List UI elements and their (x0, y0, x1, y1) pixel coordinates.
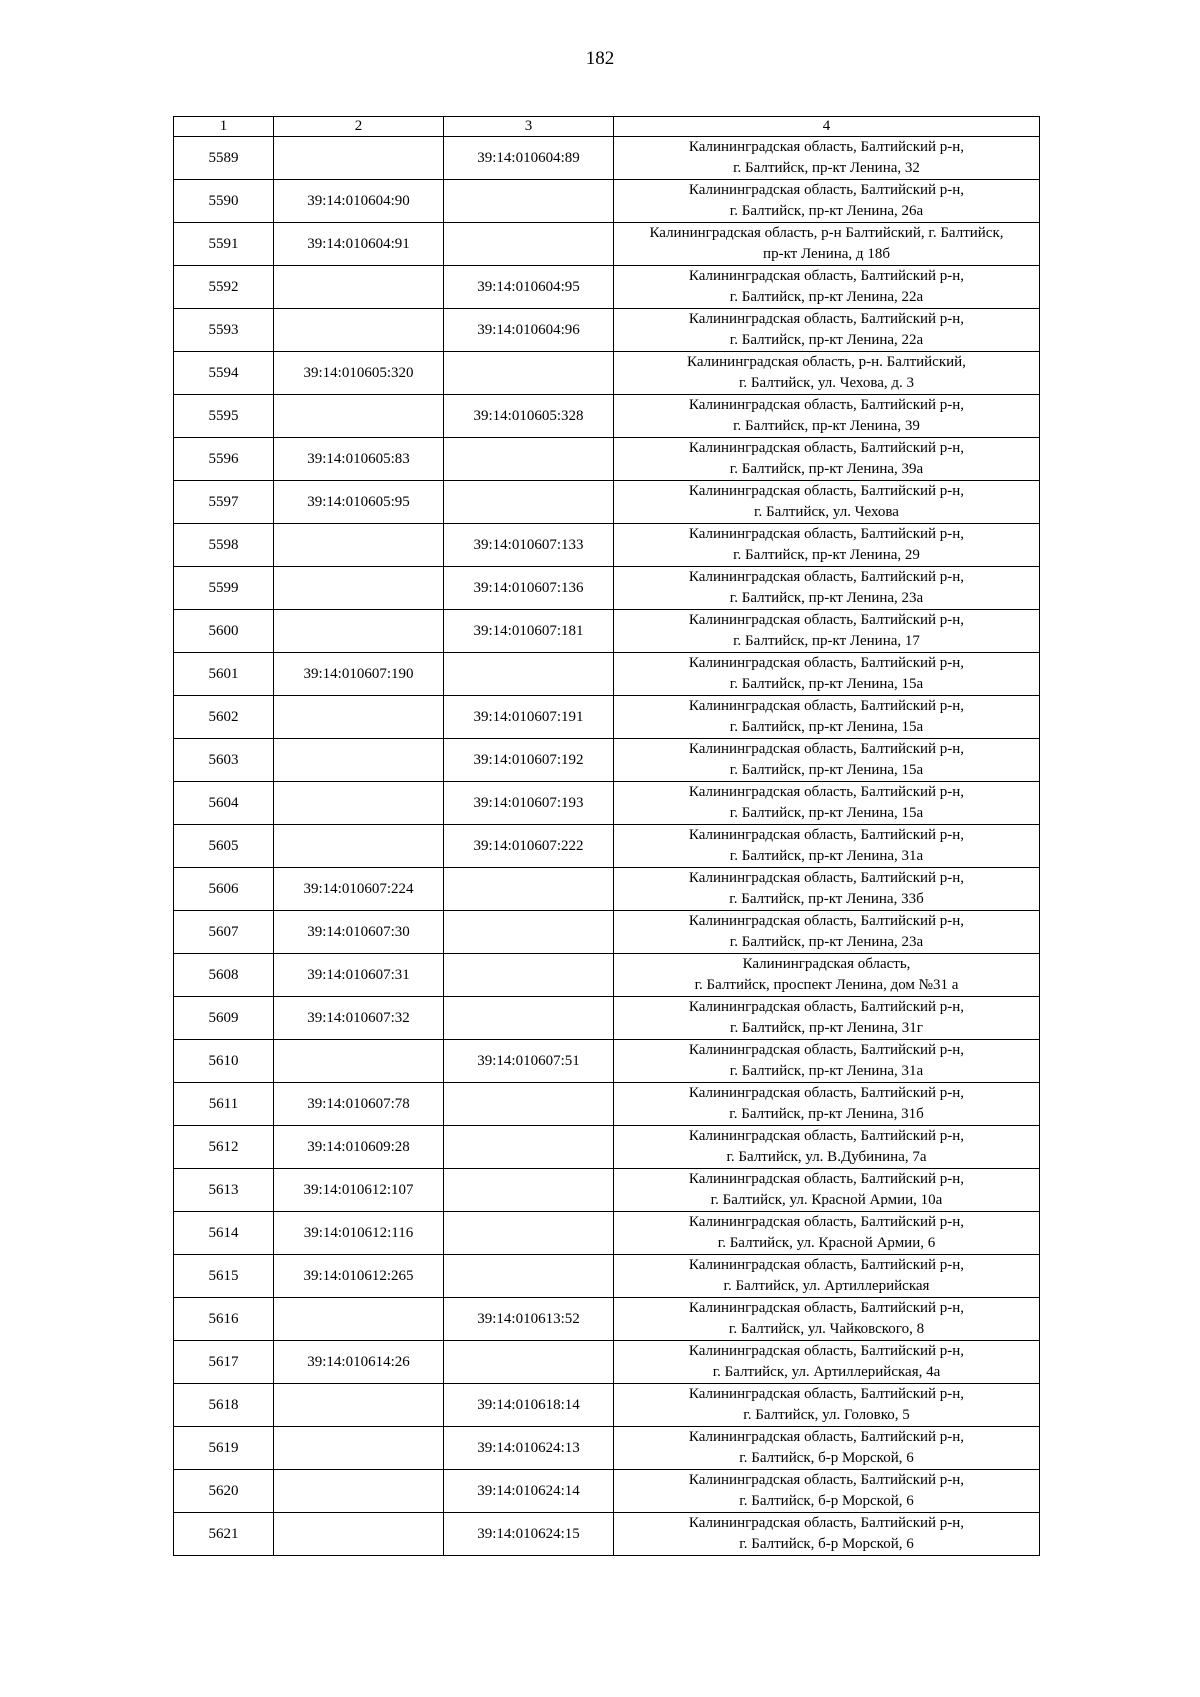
row-number-cell: 5618 (174, 1384, 274, 1427)
address-line-1: Калининградская область, Балтийский р-н, (688, 440, 965, 456)
table-row (174, 524, 1040, 567)
address-cell (614, 1298, 1040, 1341)
cadastral-number-col3-cell (444, 180, 614, 223)
address-cell (614, 1384, 1040, 1427)
cadastral-number-col3-cell: 39:14:010613:52 (444, 1298, 614, 1341)
row-number-cell: 5601 (174, 653, 274, 696)
address-line-2: г. Балтийск, пр-кт Ленина, 29 (733, 547, 920, 563)
address-line-2: г. Балтийск, пр-кт Ленина, 31б (729, 1106, 924, 1122)
address-line-2: г. Балтийск, ул. Красной Армии, 10а (710, 1192, 943, 1208)
address-line-2: г. Балтийск, пр-кт Ленина, 15а (729, 676, 924, 692)
address-cell (614, 782, 1040, 825)
address-cell (614, 825, 1040, 868)
address-line-1: Калининградская область, Балтийский р-н, (688, 268, 965, 284)
cadastral-number-col3-cell (444, 868, 614, 911)
address-line-1: Калининградская область, Балтийский р-н, (688, 1343, 965, 1359)
cadastral-number-col3-cell: 39:14:010604:95 (444, 266, 614, 309)
table-row (174, 911, 1040, 954)
cadastral-number-col3-cell (444, 223, 614, 266)
table-row (174, 653, 1040, 696)
cadastral-number-col2-cell: 39:14:010612:116 (274, 1212, 444, 1255)
address-cell (614, 180, 1040, 223)
address-cell (614, 1427, 1040, 1470)
address-line-1: Калининградская область, Балтийский р-н, (688, 1386, 965, 1402)
address-cell (614, 1513, 1040, 1556)
address-line-2: г. Балтийск, ул. Артиллерийская (723, 1278, 930, 1294)
table-row (174, 1255, 1040, 1298)
address-line-2: г. Балтийск, ул. Красной Армии, 6 (717, 1235, 936, 1251)
row-number-cell: 5619 (174, 1427, 274, 1470)
cadastral-number-col3-cell: 39:14:010607:192 (444, 739, 614, 782)
table-row (174, 1212, 1040, 1255)
row-number-cell: 5602 (174, 696, 274, 739)
address-line-1: Калининградская область, Балтийский р-н, (688, 182, 965, 198)
address-cell (614, 309, 1040, 352)
address-line-1: Калининградская область, р-н Балтийский, г. Балтийск, (649, 225, 1004, 241)
address-line-2: г. Балтийск, ул. В.Дубинина, 7а (726, 1149, 927, 1165)
address-line-2: г. Балтийск, пр-кт Ленина, 15а (729, 719, 924, 735)
address-line-1: Калининградская область, (742, 956, 911, 972)
row-number-cell: 5609 (174, 997, 274, 1040)
table-row (174, 352, 1040, 395)
address-line-2: г. Балтийск, ул. Чехова, д. 3 (738, 375, 915, 391)
cadastral-number-col2-cell: 39:14:010604:91 (274, 223, 444, 266)
table-row (174, 180, 1040, 223)
table-row (174, 610, 1040, 653)
address-line-1: Калининградская область, Балтийский р-н, (688, 1214, 965, 1230)
row-number-cell: 5596 (174, 438, 274, 481)
address-line-1: Калининградская область, Балтийский р-н, (688, 1257, 965, 1273)
address-line-2: пр-кт Ленина, д 18б (763, 246, 890, 262)
address-line-1: Калининградская область, Балтийский р-н, (688, 397, 965, 413)
table-row (174, 739, 1040, 782)
table-body (174, 137, 1040, 1556)
cadastral-number-col2-cell (274, 610, 444, 653)
cadastral-number-col2-cell: 39:14:010607:32 (274, 997, 444, 1040)
row-number-cell: 5592 (174, 266, 274, 309)
row-number-cell: 5599 (174, 567, 274, 610)
address-cell (614, 1341, 1040, 1384)
address-line-2: г. Балтийск, ул. Головко, 5 (743, 1407, 910, 1423)
address-line-1: Калининградская область, Балтийский р-н, (688, 1128, 965, 1144)
address-line-2: г. Балтийск, пр-кт Ленина, 23а (729, 934, 924, 950)
address-cell (614, 1212, 1040, 1255)
address-cell (614, 438, 1040, 481)
table-row (174, 997, 1040, 1040)
table-row (174, 1513, 1040, 1556)
address-cell (614, 1126, 1040, 1169)
address-line-1: Калининградская область, Балтийский р-н, (688, 784, 965, 800)
cadastral-number-col3-cell: 39:14:010607:181 (444, 610, 614, 653)
row-number-cell: 5589 (174, 137, 274, 180)
table-header-row (174, 117, 1040, 137)
address-cell (614, 739, 1040, 782)
address-cell (614, 567, 1040, 610)
cadastral-number-col3-cell (444, 438, 614, 481)
cadastral-number-col3-cell: 39:14:010604:89 (444, 137, 614, 180)
cadastral-number-col2-cell (274, 1513, 444, 1556)
address-cell (614, 954, 1040, 997)
table-row (174, 266, 1040, 309)
cadastral-number-col3-cell: 39:14:010607:51 (444, 1040, 614, 1083)
cadastral-number-col2-cell (274, 524, 444, 567)
table-row (174, 1083, 1040, 1126)
table-row (174, 1341, 1040, 1384)
cadastral-number-col2-cell: 39:14:010614:26 (274, 1341, 444, 1384)
row-number-cell: 5615 (174, 1255, 274, 1298)
table-row (174, 825, 1040, 868)
row-number-cell: 5591 (174, 223, 274, 266)
cadastral-number-col2-cell: 39:14:010607:31 (274, 954, 444, 997)
row-number-cell: 5617 (174, 1341, 274, 1384)
row-number-cell: 5610 (174, 1040, 274, 1083)
cadastral-number-col3-cell: 39:14:010607:191 (444, 696, 614, 739)
cadastral-number-col2-cell (274, 1427, 444, 1470)
table-row (174, 438, 1040, 481)
cadastral-number-col2-cell (274, 395, 444, 438)
cadastral-number-col3-cell: 39:14:010607:133 (444, 524, 614, 567)
address-line-1: Калининградская область, Балтийский р-н, (688, 741, 965, 757)
address-cell (614, 352, 1040, 395)
cadastral-number-col2-cell (274, 696, 444, 739)
row-number-cell: 5607 (174, 911, 274, 954)
address-line-1: Калининградская область, Балтийский р-н, (688, 913, 965, 929)
cadastral-number-col3-cell (444, 1169, 614, 1212)
cadastral-number-col2-cell (274, 567, 444, 610)
address-line-1: Калининградская область, Балтийский р-н, (688, 1171, 965, 1187)
address-line-2: г. Балтийск, пр-кт Ленина, 15а (729, 805, 924, 821)
address-cell (614, 653, 1040, 696)
row-number-cell: 5620 (174, 1470, 274, 1513)
address-line-2: г. Балтийск, ул. Чайковского, 8 (728, 1321, 925, 1337)
address-line-1: Калининградская область, Балтийский р-н, (688, 655, 965, 671)
address-line-2: г. Балтийск, пр-кт Ленина, 31г (730, 1020, 923, 1036)
cadastral-number-col2-cell (274, 782, 444, 825)
address-line-2: г. Балтийск, проспект Ленина, дом №31 а (694, 977, 959, 993)
address-cell (614, 137, 1040, 180)
cadastral-number-col2-cell: 39:14:010605:95 (274, 481, 444, 524)
address-cell (614, 266, 1040, 309)
row-number-cell: 5594 (174, 352, 274, 395)
table-row (174, 782, 1040, 825)
cadastral-number-col3-cell (444, 1212, 614, 1255)
address-cell (614, 1083, 1040, 1126)
address-line-1: Калининградская область, Балтийский р-н, (688, 1085, 965, 1101)
row-number-cell: 5606 (174, 868, 274, 911)
cadastral-number-col2-cell (274, 825, 444, 868)
cadastral-number-col3-cell: 39:14:010605:328 (444, 395, 614, 438)
column-header-1: 1 (174, 117, 274, 137)
address-line-1: Калининградская область, Балтийский р-н, (688, 827, 965, 843)
cadastral-number-col3-cell (444, 1255, 614, 1298)
row-number-cell: 5603 (174, 739, 274, 782)
address-line-1: Калининградская область, Балтийский р-н, (688, 999, 965, 1015)
cadastral-number-col3-cell (444, 997, 614, 1040)
address-line-1: Калининградская область, Балтийский р-н, (688, 698, 965, 714)
address-cell (614, 1040, 1040, 1083)
row-number-cell: 5612 (174, 1126, 274, 1169)
cadastral-number-col2-cell: 39:14:010604:90 (274, 180, 444, 223)
cadastral-number-col3-cell (444, 653, 614, 696)
table-row (174, 309, 1040, 352)
cadastral-number-col2-cell: 39:14:010607:190 (274, 653, 444, 696)
address-line-1: Калининградская область, Балтийский р-н, (688, 1300, 965, 1316)
address-cell (614, 610, 1040, 653)
column-header-2: 2 (274, 117, 444, 137)
address-line-1: Калининградская область, Балтийский р-н, (688, 483, 965, 499)
row-number-cell: 5621 (174, 1513, 274, 1556)
cadastral-number-col3-cell: 39:14:010607:193 (444, 782, 614, 825)
address-line-1: Калининградская область, р-н. Балтийский, (687, 354, 966, 370)
cadastral-number-col2-cell: 39:14:010605:320 (274, 352, 444, 395)
table-row (174, 137, 1040, 180)
row-number-cell: 5597 (174, 481, 274, 524)
cadastral-number-col3-cell (444, 1341, 614, 1384)
row-number-cell: 5590 (174, 180, 274, 223)
cadastral-number-col2-cell (274, 309, 444, 352)
cadastral-number-col2-cell (274, 739, 444, 782)
cadastral-number-col2-cell: 39:14:010607:78 (274, 1083, 444, 1126)
address-line-1: Калининградская область, Балтийский р-н, (688, 1515, 965, 1531)
address-line-2: г. Балтийск, пр-кт Ленина, 23а (729, 590, 924, 606)
cadastral-number-col3-cell: 39:14:010618:14 (444, 1384, 614, 1427)
address-line-2: г. Балтийск, пр-кт Ленина, 31а (729, 848, 924, 864)
column-header-3: 3 (444, 117, 614, 137)
row-number-cell: 5608 (174, 954, 274, 997)
address-line-2: г. Балтийск, ул. Чехова (754, 504, 899, 520)
address-line-2: г. Балтийск, пр-кт Ленина, 15а (729, 762, 924, 778)
row-number-cell: 5614 (174, 1212, 274, 1255)
row-number-cell: 5605 (174, 825, 274, 868)
address-line-1: Калининградская область, Балтийский р-н, (688, 870, 965, 886)
address-cell (614, 1470, 1040, 1513)
table-row (174, 1427, 1040, 1470)
cadastral-number-col2-cell: 39:14:010612:107 (274, 1169, 444, 1212)
address-line-1: Калининградская область, Балтийский р-н, (688, 311, 965, 327)
cadastral-number-col3-cell (444, 911, 614, 954)
table-row (174, 868, 1040, 911)
address-cell (614, 223, 1040, 266)
cadastral-number-col2-cell (274, 1384, 444, 1427)
address-line-2: г. Балтийск, б-р Морской, 6 (739, 1493, 914, 1509)
row-number-cell: 5611 (174, 1083, 274, 1126)
table-row (174, 1298, 1040, 1341)
address-line-1: Калининградская область, Балтийский р-н, (688, 1472, 965, 1488)
address-line-2: г. Балтийск, пр-кт Ленина, 22а (729, 289, 924, 305)
table-row (174, 1470, 1040, 1513)
table-row (174, 567, 1040, 610)
cadastral-number-col2-cell (274, 1040, 444, 1083)
address-cell (614, 481, 1040, 524)
table-row (174, 1169, 1040, 1212)
cadastral-number-col3-cell (444, 481, 614, 524)
address-cell (614, 1255, 1040, 1298)
cadastral-number-col3-cell (444, 352, 614, 395)
address-cell (614, 524, 1040, 567)
cadastral-number-col2-cell: 39:14:010607:30 (274, 911, 444, 954)
cadastral-number-col3-cell: 39:14:010607:222 (444, 825, 614, 868)
address-cell (614, 997, 1040, 1040)
address-line-2: г. Балтийск, пр-кт Ленина, 22а (729, 332, 924, 348)
address-line-2: г. Балтийск, пр-кт Ленина, 17 (733, 633, 920, 649)
cadastral-number-col2-cell (274, 137, 444, 180)
cadastral-number-col2-cell (274, 1470, 444, 1513)
address-line-1: Калининградская область, Балтийский р-н, (688, 1429, 965, 1445)
address-cell (614, 696, 1040, 739)
address-cell (614, 395, 1040, 438)
address-line-1: Калининградская область, Балтийский р-н, (688, 1042, 965, 1058)
address-line-2: г. Балтийск, пр-кт Ленина, 32 (733, 160, 920, 176)
cadastral-number-col3-cell: 39:14:010624:13 (444, 1427, 614, 1470)
page-number: 182 (585, 48, 615, 69)
address-line-2: г. Балтийск, пр-кт Ленина, 26а (729, 203, 924, 219)
cadastral-number-col3-cell: 39:14:010607:136 (444, 567, 614, 610)
cadastral-number-col2-cell: 39:14:010612:265 (274, 1255, 444, 1298)
cadastral-number-col3-cell (444, 954, 614, 997)
address-line-2: г. Балтийск, б-р Морской, 6 (739, 1450, 914, 1466)
address-line-1: Калининградская область, Балтийский р-н, (688, 569, 965, 585)
row-number-cell: 5600 (174, 610, 274, 653)
address-line-2: г. Балтийск, пр-кт Ленина, 39а (729, 461, 924, 477)
address-cell (614, 1169, 1040, 1212)
row-number-cell: 5613 (174, 1169, 274, 1212)
table-row (174, 696, 1040, 739)
address-line-2: г. Балтийск, пр-кт Ленина, 39 (733, 418, 920, 434)
address-line-2: г. Балтийск, ул. Артиллерийская, 4а (712, 1364, 941, 1380)
cadastral-number-col3-cell: 39:14:010624:15 (444, 1513, 614, 1556)
address-line-2: г. Балтийск, пр-кт Ленина, 31а (729, 1063, 924, 1079)
address-line-1: Калининградская область, Балтийский р-н, (688, 526, 965, 542)
table-row (174, 481, 1040, 524)
table-row (174, 954, 1040, 997)
cadastral-number-col3-cell (444, 1126, 614, 1169)
row-number-cell: 5593 (174, 309, 274, 352)
row-number-cell: 5595 (174, 395, 274, 438)
cadastral-number-col2-cell: 39:14:010605:83 (274, 438, 444, 481)
row-number-cell: 5616 (174, 1298, 274, 1341)
address-line-1: Калининградская область, Балтийский р-н, (688, 612, 965, 628)
table-row (174, 395, 1040, 438)
cadastral-number-col2-cell: 39:14:010607:224 (274, 868, 444, 911)
cadastral-number-col2-cell (274, 266, 444, 309)
cadastral-number-col2-cell: 39:14:010609:28 (274, 1126, 444, 1169)
address-line-2: г. Балтийск, б-р Морской, 6 (739, 1536, 914, 1552)
cadastral-number-col2-cell (274, 1298, 444, 1341)
table-row (174, 1126, 1040, 1169)
address-line-1: Калининградская область, Балтийский р-н, (688, 139, 965, 155)
address-cell (614, 868, 1040, 911)
table-row (174, 1040, 1040, 1083)
cadastral-number-col3-cell (444, 1083, 614, 1126)
table-row (174, 223, 1040, 266)
cadastral-number-col3-cell: 39:14:010604:96 (444, 309, 614, 352)
cadastral-number-col3-cell: 39:14:010624:14 (444, 1470, 614, 1513)
row-number-cell: 5604 (174, 782, 274, 825)
registry-table (173, 116, 1040, 1556)
address-cell (614, 911, 1040, 954)
table-row (174, 1384, 1040, 1427)
address-line-2: г. Балтийск, пр-кт Ленина, 33б (729, 891, 924, 907)
column-header-4: 4 (614, 117, 1040, 137)
row-number-cell: 5598 (174, 524, 274, 567)
